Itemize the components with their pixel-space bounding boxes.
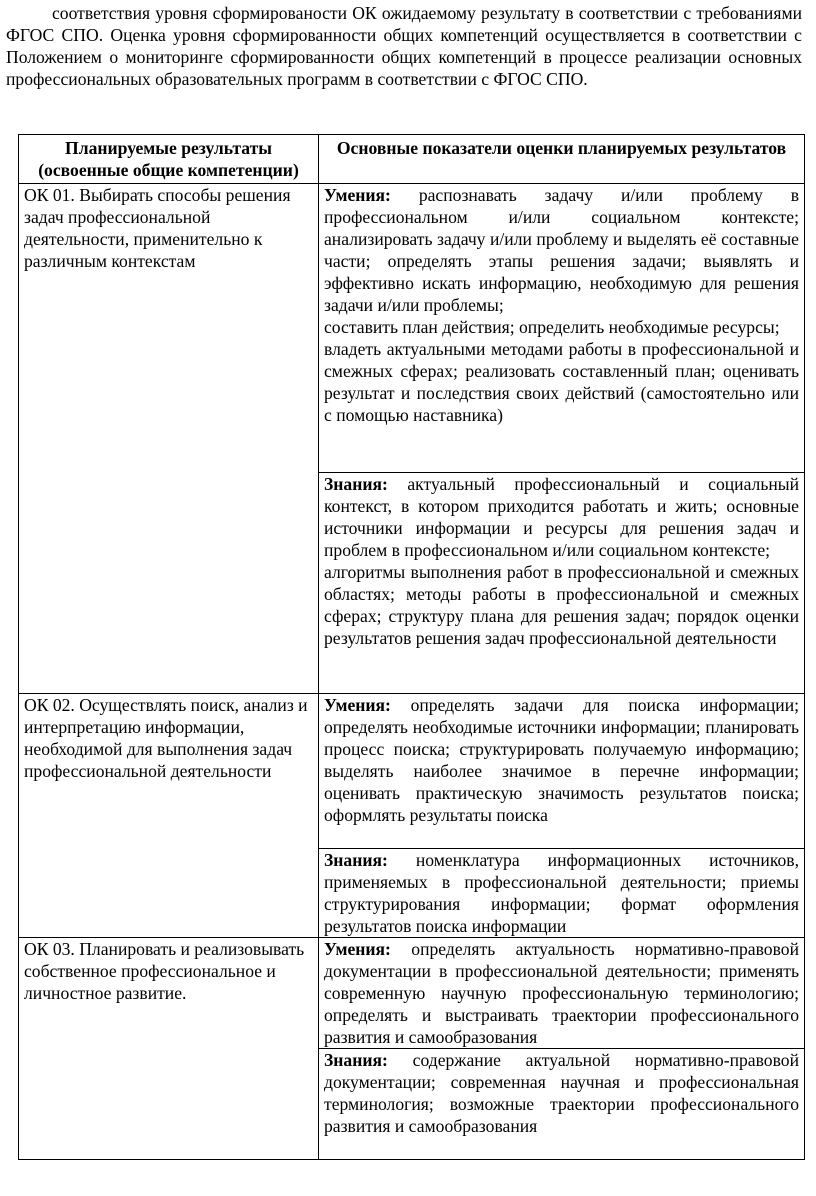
table-row <box>19 694 805 849</box>
skills-text: составить план действия; определить необходимые ресурсы; <box>324 317 780 337</box>
knowledge-paragraph <box>324 473 799 561</box>
competence-ok01: ОК 01. Выбирать способы решения задач профессиональной деятельности, применительно к различным контекстам <box>19 184 319 694</box>
knowledge-cell-ok02 <box>319 849 805 938</box>
knowledge-text: алгоритмы выполнения работ в профессиональной и смежных областях; методы работы в профессиональной и смежных сферах; структуру плана для решения задач; порядок оценки результатов решения задач профессиональной деятельности <box>324 562 799 648</box>
competence-table <box>18 134 805 1160</box>
knowledge-text: содержание актуальной нормативно-правовой документации; современная научная и профессиональная терминология; возможные траектории профессионального развития и самообразования <box>324 1050 799 1136</box>
skills-text: определять актуальность нормативно-правовой документации в профессиональной деятельности; применять современную научную профессиональную терминологию; определять и выстраивать траектории профессионального развития и самообразования <box>324 939 799 1047</box>
header-indicators: Основные показатели оценки планируемых результатов <box>319 135 805 184</box>
header-planned-results: Планируемые результаты (освоенные общие компетенции) <box>19 135 319 184</box>
table-header-row <box>19 135 805 184</box>
skills-text: владеть актуальными методами работы в профессиональной и смежных сферах; реализовать составленный план; оценивать результат и последствия своих действий (самостоятельно или с помощью наставника) <box>324 339 799 425</box>
skills-label: Умения: <box>324 695 391 715</box>
table-row <box>19 184 805 473</box>
intro-paragraph <box>6 2 802 90</box>
skills-label: Умения: <box>324 185 391 205</box>
skills-paragraph <box>324 184 799 316</box>
skills-text: распознавать задачу и/или проблему в профессиональном и/или социальном контексте; анализировать задачу и/или проблему и выделять её составные части; определять этапы решения задачи; выявлять и эффективно искать информацию, необходимую для решения задачи и/или проблемы; <box>324 185 799 315</box>
skills-cell-ok02 <box>319 694 805 849</box>
competence-ok03: ОК 03. Планировать и реализовывать собственное профессиональное и личностное развитие. <box>19 938 319 1160</box>
knowledge-cell-ok03 <box>319 1049 805 1160</box>
skills-paragraph <box>324 316 799 338</box>
knowledge-cell-ok01 <box>319 473 805 694</box>
skills-label: Умения: <box>324 939 391 959</box>
knowledge-label: Знания: <box>324 474 388 494</box>
skills-paragraph <box>324 694 799 826</box>
knowledge-paragraph <box>324 1049 799 1137</box>
skills-cell-ok01 <box>319 184 805 473</box>
knowledge-label: Знания: <box>324 1050 388 1070</box>
knowledge-label: Знания: <box>324 850 388 870</box>
competence-ok02: ОК 02. Осуществлять поиск, анализ и интерпретацию информации, необходимой для выполнения задач профессиональной деятельности <box>19 694 319 938</box>
knowledge-text: номенклатура информационных источников, применяемых в профессиональной деятельности; приемы структурирования информации; формат оформления результатов поиска информации <box>324 850 799 936</box>
skills-cell-ok03 <box>319 938 805 1049</box>
knowledge-text: актуальный профессиональный и социальный контекст, в котором приходится работать и жить; основные источники информации и ресурсы для решения задач и проблем в профессиональном и/или социальном контексте; <box>324 474 799 560</box>
skills-text: определять задачи для поиска информации; определять необходимые источники информации; планировать процесс поиска; структурировать получаемую информацию; выделять наиболее значимое в перечне информации; оценивать практическую значимость результатов поиска; оформлять результаты поиска <box>324 695 799 825</box>
skills-paragraph <box>324 338 799 426</box>
skills-paragraph <box>324 938 799 1048</box>
knowledge-paragraph <box>324 561 799 649</box>
knowledge-paragraph <box>324 849 799 937</box>
intro-text: соответствия уровня сформированости ОК ожидаемому результату в соответствии с требованиями ФГОС СПО. Оценка уровня сформированности общих компетенций осуществляется в соответствии с Положением о мониторинге сформированности общих компетенций в процессе реализации основных профессиональных образовательных программ в соответствии с ФГОС СПО. <box>6 3 802 89</box>
table-row <box>19 938 805 1049</box>
